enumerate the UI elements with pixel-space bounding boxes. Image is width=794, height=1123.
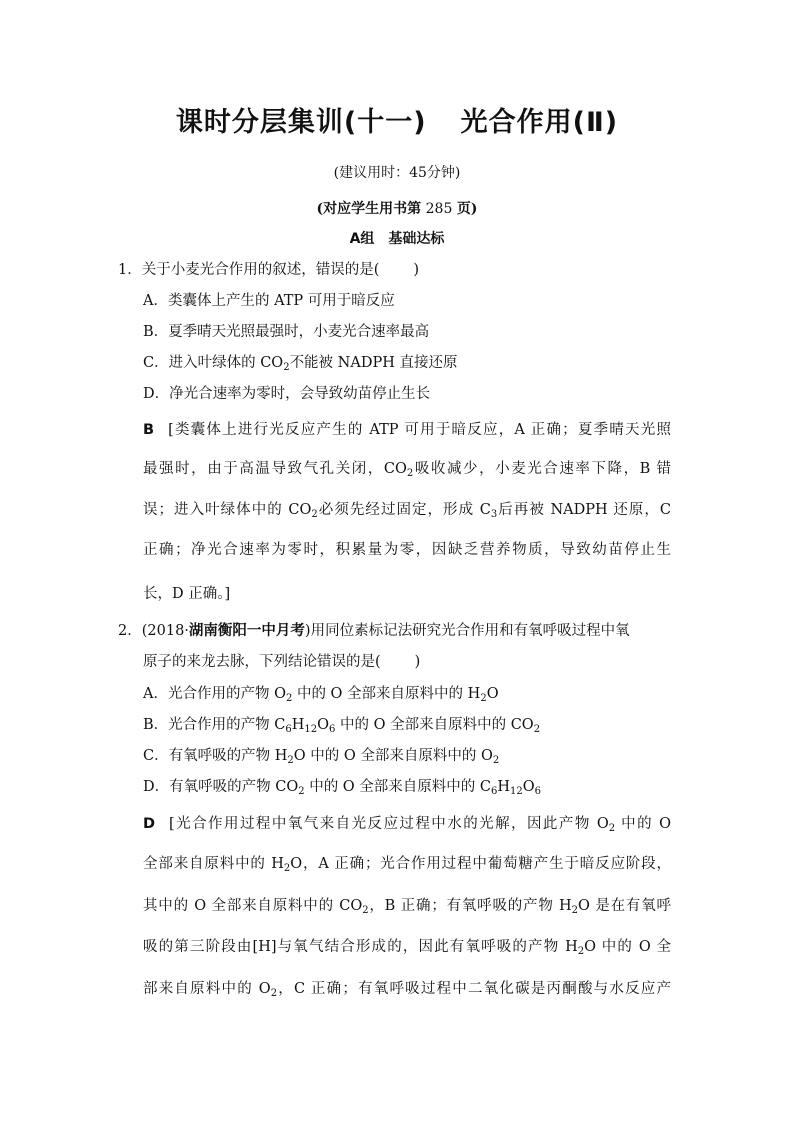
q2-source-pre: (2018·	[141, 623, 189, 639]
page-title	[0, 100, 794, 139]
book-reference	[0, 198, 794, 218]
q2-stem-end: )	[414, 654, 421, 670]
q2-option-d	[143, 777, 541, 797]
q2-option-b	[143, 715, 540, 735]
q2-explanation-line-2	[143, 854, 671, 874]
q1-option-b: B．夏季晴天光照最强时，小麦光合速率最高	[143, 324, 430, 340]
q2-d-3: H	[497, 779, 511, 795]
q1-explanation-line-3	[143, 500, 671, 520]
q2-exp-4s: 2	[577, 946, 585, 957]
q2-d-s1: 2	[298, 786, 305, 797]
q1-exp-2a: 最强时，由于高温导致气孔关闭，CO	[143, 461, 407, 477]
q1-explanation-line-2	[143, 459, 671, 479]
book-ref-prefix: (对应学生用书第	[316, 201, 422, 217]
title-main: 课时分层集训(十一)	[175, 107, 427, 138]
q2-exp-3b: ，B 正确；有氧呼吸的产物 H	[368, 898, 572, 914]
q2-number: 2．	[118, 623, 142, 639]
suggested-time: (建议用时：45分钟)	[333, 165, 461, 181]
q2-answer: D	[143, 816, 156, 832]
q2-stem-text-1: 用同位素标记法研究光合作用和有氧呼吸过程中氧	[310, 623, 630, 639]
q2-source-post: )	[304, 623, 311, 639]
q1-explanation-line-5: 长，D 正确。]	[143, 586, 231, 602]
q2-exp-2a: 全部来自原料中的 H	[143, 856, 284, 872]
q2-c-s2: 2	[492, 755, 500, 766]
q2-a-s1: 2	[285, 693, 293, 704]
q2-b-s4: 2	[533, 724, 541, 735]
q1-stem	[118, 260, 419, 280]
q2-exp-4a: 吸的第三阶段由[H]与氧气结合形成的，因此有氧呼吸的产物 H	[143, 939, 578, 955]
book-ref-page: 285	[425, 201, 453, 217]
q2-d-s3: 12	[510, 786, 523, 797]
q1-explanation-line-1	[143, 420, 671, 440]
q2-option-c	[143, 746, 499, 766]
q2-exp-4b: O 中的 O 全	[584, 939, 671, 955]
q1-exp-3c: 后再被 NADPH 还原，C	[497, 502, 672, 518]
q2-a-3: O	[486, 686, 499, 702]
q2-d-s4: 6	[534, 786, 542, 797]
q1-option-c-post: 不能被 NADPH 直接还原	[289, 355, 458, 371]
q1-exp-2s: 2	[406, 468, 414, 479]
q2-explanation-line-3	[143, 896, 671, 916]
q2-d-s2: 6	[491, 786, 498, 797]
q2-exp-3c: O 是在有氧呼	[578, 898, 671, 914]
q2-source: 湖南衡阳一中月考	[188, 623, 305, 639]
q1-option-a: A．类囊体上产生的 ATP 可用于暗反应	[143, 293, 395, 309]
q1-exp-3s2: 3	[490, 509, 498, 520]
q2-exp-2b: O，A 正确；光合作用过程中葡萄糖产生于暗反应阶段，	[290, 856, 671, 872]
q2-exp-3s2: 2	[571, 905, 579, 916]
q2-exp-3a: 其中的 O 全部来自原料中的 CO	[143, 898, 363, 914]
q2-explanation-line-1	[143, 814, 671, 834]
q2-a-1: A．光合作用的产物 O	[143, 686, 286, 702]
q2-explanation-line-4	[143, 937, 671, 957]
q1-number: 1．	[118, 262, 142, 278]
q1-option-c	[143, 353, 457, 373]
q1-stem-text: 关于小麦光合作用的叙述，错误的是(	[141, 262, 380, 278]
title-sub: 光合作用(Ⅱ)	[460, 107, 619, 138]
q1-option-d: D．净光合速率为零时，会导致幼苗停止生长	[143, 386, 431, 402]
q2-d-1: D．有氧呼吸的产物 CO	[143, 779, 299, 795]
q2-stem-line-1	[118, 621, 630, 641]
q2-c-s1: 2	[287, 755, 294, 766]
q2-b-s3: 6	[329, 724, 336, 735]
q2-explanation-line-5	[143, 979, 671, 999]
q2-exp-3s: 2	[362, 905, 369, 916]
q2-b-s2: 12	[304, 724, 318, 735]
q2-exp-5a: 部来自原料中的 O	[143, 981, 271, 997]
q1-answer: B	[143, 422, 155, 438]
q2-stem-line-2	[143, 652, 420, 672]
q1-exp-1: [类囊体上进行光反应产生的 ATP 可用于暗反应，A 正确；夏季晴天光照	[168, 422, 671, 438]
q2-exp-2s: 2	[283, 863, 291, 874]
q2-d-4: O	[522, 779, 535, 795]
q1-stem-end: )	[413, 262, 420, 278]
q2-c-2: O 中的 O 全部来自原料中的 O	[293, 748, 493, 764]
book-ref-suffix: 页)	[456, 201, 478, 217]
q2-a-2: 中的 O 全部来自原料中的 H	[292, 686, 481, 702]
q2-b-4: 中的 O 全部来自原料中的 CO	[335, 717, 534, 733]
q2-a-s2: 2	[480, 693, 487, 704]
group-heading: A组 基础达标	[349, 231, 445, 247]
q1-explanation-line-4: 正确；净光合速率为零时，积累量为零，因缺乏营养物质，导致幼苗停止生	[143, 542, 671, 558]
q2-exp-5b: ，C 正确；有氧呼吸过程中二氧化碳是丙酮酸与水反应产	[277, 981, 672, 997]
q2-c-1: C．有氧呼吸的产物 H	[143, 748, 288, 764]
q1-option-c-sub: 2	[283, 362, 290, 373]
q2-b-3: O	[317, 717, 330, 733]
q2-b-1: B．光合作用的产物 C	[143, 717, 286, 733]
q2-exp-1s: 2	[608, 823, 616, 834]
q1-exp-3a: 误；进入叶绿体中的 CO	[143, 502, 312, 518]
q2-stem-text-2: 原子的来龙去脉，下列结论错误的是(	[143, 654, 381, 670]
q2-b-s1: 6	[285, 724, 292, 735]
q2-d-2: 中的 O 全部来自原料中的 C	[304, 779, 492, 795]
q2-exp-1a: [光合作用过程中氧气来自光反应过程中水的光解，因此产物 O	[169, 816, 609, 832]
q2-option-a	[143, 684, 499, 704]
q1-option-c-pre: C．进入叶绿体的 CO	[143, 355, 284, 371]
q1-exp-2b: 吸收减少，小麦光合速率下降，B 错	[413, 461, 671, 477]
q2-exp-5s: 2	[270, 988, 278, 999]
q2-b-2: H	[291, 717, 305, 733]
q1-exp-3s1: 2	[311, 509, 318, 520]
q1-exp-3b: 必须先经过固定，形成 C	[317, 502, 491, 518]
q2-exp-1b: 中的 O	[615, 816, 672, 832]
